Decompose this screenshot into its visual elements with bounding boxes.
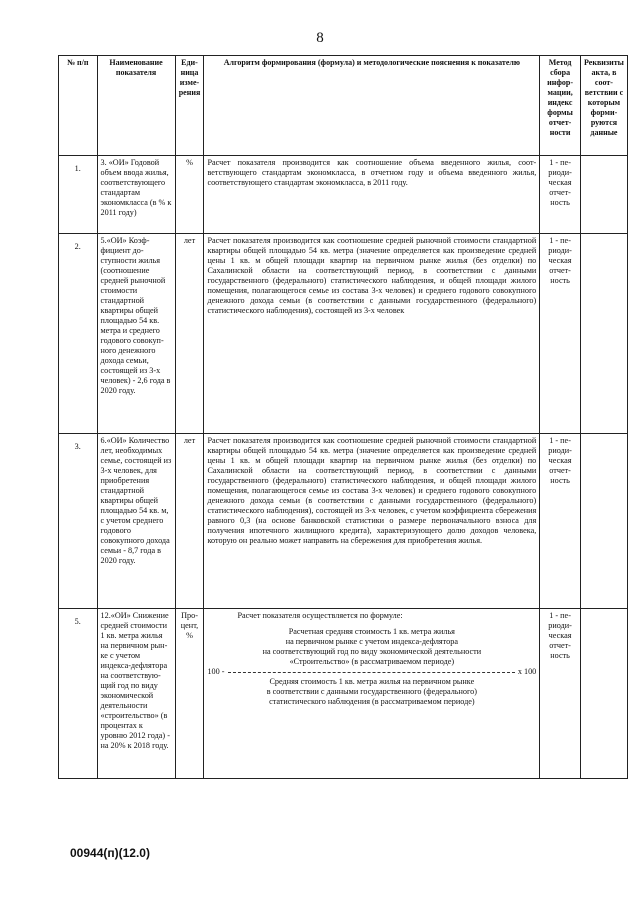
header-details: Реквизиты акта, в соответствии с которым формируются данные bbox=[580, 56, 627, 156]
row-algorithm-formula bbox=[204, 609, 540, 779]
row-name: 3. «ОИ» Годовой объем ввода жилья, соответствующего стандартам экономкласса (в % к 2011 году) bbox=[97, 156, 175, 234]
header-algorithm: Алгоритм формирования (формула) и методологические пояснения к показателю bbox=[204, 56, 540, 156]
document-code: 00944(п)(12.0) bbox=[70, 846, 150, 860]
header-unit: Единица измерения bbox=[175, 56, 204, 156]
formula-numerator-4: «Строительство» (в рассматриваемом периоде) bbox=[289, 657, 455, 666]
row-method: 1 - периодическая отчетность bbox=[540, 156, 581, 234]
formula-left: 100 - bbox=[207, 667, 225, 676]
formula-numerator-1: Расчетная средняя стоимость 1 кв. метра жилья bbox=[288, 627, 455, 636]
formula-denominator-2: в соответствии с данными государственного (федерального) bbox=[266, 687, 477, 696]
row-unit: Процент, % bbox=[175, 609, 204, 779]
row-name: 5.«ОИ» Коэффициент доступности жилья (соотношение средней рыночной стоимости стандартной квартиры общей площадью 54 кв. метра и среднего годового совокупного денежного дохода семьи, состоящей из 3-х человек) - 2,6 года в 2020 году. bbox=[97, 234, 175, 434]
table-row bbox=[59, 434, 628, 609]
row-unit: лет bbox=[175, 434, 204, 609]
formula-right: х 100 bbox=[517, 667, 537, 676]
header-name: Наименование показателя bbox=[97, 56, 175, 156]
row-num: 1. bbox=[59, 156, 98, 234]
row-algorithm: Расчет показателя производится как соотношение объема введенного жилья, соответствующего стандартам экономкласса, в отчетном году и объема введенного жилья, соответствующего стандартам экономкласса, в 2011 году. bbox=[204, 156, 540, 234]
row-name: 6.«ОИ» Количество лет, необходимых семье, состоящей из 3-х человек, для приобретения стандартной квартиры общей площадью 54 кв. м, с учетом среднего годового совокупного дохода семьи - 8,7 года в 2020 году. bbox=[97, 434, 175, 609]
row-num: 3. bbox=[59, 434, 98, 609]
row-details bbox=[580, 609, 627, 779]
row-num: 5. bbox=[59, 609, 98, 779]
row-method: 1 - периодическая отчетность bbox=[540, 234, 581, 434]
formula-denominator-3: статистического наблюдения (в рассматриваемом периоде) bbox=[269, 697, 475, 706]
formula-lead: Расчет показателя осуществляется по формуле: bbox=[237, 611, 403, 620]
table-row bbox=[59, 609, 628, 779]
row-name: 12.«ОИ» Снижение средней стоимости 1 кв. метра жилья на первичном рынке с учетом индекса-дефлятора на соответствующий год по виду экономической деятельности «строительство» (в процентах к уровню 2012 года) - на 20% к 2018 году. bbox=[97, 609, 175, 779]
row-num: 2. bbox=[59, 234, 98, 434]
indicators-table bbox=[58, 55, 628, 779]
row-details bbox=[580, 434, 627, 609]
fraction-bar bbox=[228, 672, 515, 673]
formula-numerator-3: на соответствующий год по виду экономической деятельности bbox=[262, 647, 482, 656]
row-algorithm: Расчет показателя производится как соотношение средней рыночной стоимости стандартной квартиры общей площадью 54 кв. метра (значение определяется как произведение средней цены 1 кв. м общей площади квартир на первичном рынке жилья (без отделки) по Сахалинской области на соответствующий период, в соответствии с данными государственного (федерального) статистического наблюдения, и общей площади жилого помещения, полагающегося семье из состава 3-х человек) и среднего годового совокупного денежного дохода семьи (в соответствии с данными государственного (федерального) статистического наблюдения), состоящей из 3-х человек, с учетом коэффициента сбережения равного 0,3 (на основе банковской статистики о размере первоначального взноса для получения ипотечного жилищного кредита), характеризующего долю доходов человека, которую он реально может направить на сбережения для приобретения жилья. bbox=[204, 434, 540, 609]
header-row bbox=[59, 56, 628, 156]
row-unit: лет bbox=[175, 234, 204, 434]
table-row bbox=[59, 234, 628, 434]
row-method: 1 - периодическая отчетность bbox=[540, 434, 581, 609]
row-algorithm: Расчет показателя производится как соотношение средней рыночной стоимости стандартной квартиры общей площадью 54 кв. метра (значение определяется как произведение средней цены 1 кв. м общей площади квартир на первичном рынке жилья (без отделки) по Сахалинской области на соответствующий период, в соответствии с данными государственного (федерального) статистического наблюдения, и общей площади жилого помещения, полагающегося семье из состава 3-х человек) и среднего годового совокупного денежного дохода семьи (в соответствии с данными государственного (федерального) статистического наблюдения), состоящей из 3-х человек bbox=[204, 234, 540, 434]
row-unit: % bbox=[175, 156, 204, 234]
page-number: 8 bbox=[316, 30, 324, 46]
header-num: № п/п bbox=[59, 56, 98, 156]
formula-numerator-2: на первичном рынке с учетом индекса-дефлятора bbox=[285, 637, 458, 646]
formula-denominator-1: Средняя стоимость 1 кв. метра жилья на первичном рынке bbox=[269, 677, 475, 686]
row-method: 1 - периодическая отчетность bbox=[540, 609, 581, 779]
formula-fraction-line bbox=[207, 667, 536, 677]
row-details bbox=[580, 156, 627, 234]
table-row bbox=[59, 156, 628, 234]
row-details bbox=[580, 234, 627, 434]
header-method: Метод сбора информации, индекс формы отчетности bbox=[540, 56, 581, 156]
